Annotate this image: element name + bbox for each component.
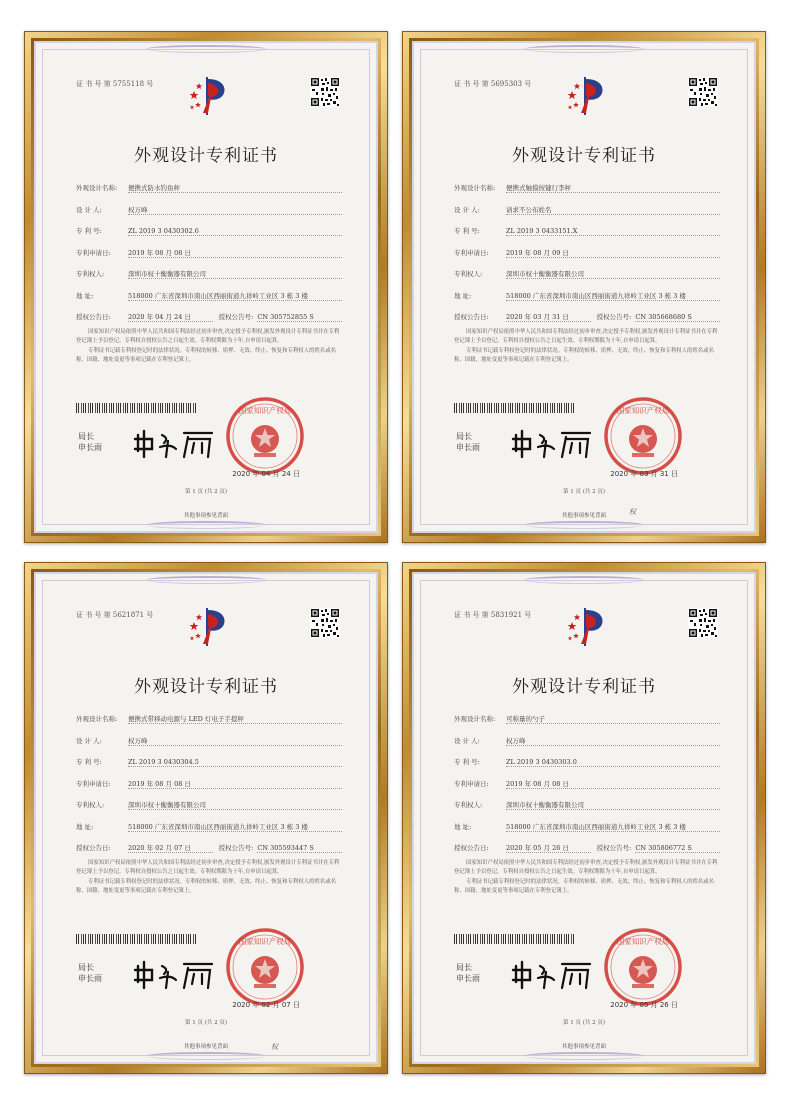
- seal-text: 国家知识产权局: [238, 406, 292, 415]
- field-value: 2020 年 03 月 31 日: [506, 313, 591, 322]
- field-product: [76, 715, 342, 724]
- ornament-top: [146, 576, 266, 584]
- director-name: 申长雨: [456, 443, 480, 452]
- field-value: 深圳市权十衡衡器有限公司: [128, 270, 342, 279]
- cnipa-logo-icon: [186, 73, 230, 117]
- barcode: [454, 403, 574, 413]
- field-product: [76, 184, 342, 193]
- certificate-frame-3: [24, 562, 388, 1074]
- signature-image: [510, 956, 594, 992]
- ornament-top: [524, 45, 644, 53]
- cnipa-logo-icon: [564, 73, 608, 117]
- field-label: 外观设计名称:: [454, 715, 496, 723]
- certificate-frame-4: [402, 562, 766, 1074]
- official-seal-icon: [602, 395, 684, 477]
- director-block: [456, 962, 480, 984]
- director-title: 局长: [456, 963, 472, 972]
- official-seal-icon: [224, 926, 306, 1008]
- field-label: 外观设计名称:: [76, 184, 118, 192]
- field-label: 地 址:: [76, 291, 94, 300]
- certificate-fields: [76, 184, 342, 335]
- footer-note: 其他事项参见背面: [183, 513, 228, 519]
- field-label: 专 利 号:: [454, 227, 480, 235]
- ornament-bottom: [146, 521, 266, 529]
- director-name: 申长雨: [78, 443, 102, 452]
- field-value: 518000 广东省深圳市南山区西丽街道九祥岭工业区 3 栋 3 楼: [506, 823, 720, 832]
- field-label: 专利申请日:: [454, 779, 489, 788]
- field-owner: [76, 801, 342, 810]
- footer-note: 其他事项参见背面: [561, 1044, 606, 1050]
- barcode: [76, 403, 196, 413]
- field-label: 地 址:: [454, 291, 472, 300]
- body-paragraph: 专利证书记载专利权登记时的法律状况。专利权的转移、质押、无效、终止、恢复和专利权人的姓名或名称、国籍、地址变更等事项记载在专利登记簿上。: [76, 348, 336, 363]
- field-value: 权万峰: [506, 737, 720, 746]
- field-value: 深圳市权十衡衡器有限公司: [506, 801, 720, 810]
- official-seal-icon: [602, 926, 684, 1008]
- field-label: 专利申请日:: [76, 248, 111, 257]
- certificate-number: 证 书 号 第 5831921 号: [454, 611, 532, 619]
- barcode: [76, 934, 196, 944]
- field-announcement: [454, 313, 720, 322]
- cnipa-logo-icon: [186, 604, 230, 648]
- footer-note: 其他事项参见背面: [561, 513, 606, 519]
- certificate-frame-2: [402, 31, 766, 543]
- ornament-top: [146, 45, 266, 53]
- field-value: 2019 年 08 月 08 日: [128, 780, 342, 789]
- field-address: [76, 823, 342, 832]
- qr-code-icon: [688, 608, 718, 638]
- certificate-number: 证 书 号 第 5621871 号: [76, 611, 154, 619]
- certificate-number: 证 书 号 第 5755118 号: [76, 80, 154, 88]
- field-label: 设 计 人:: [76, 736, 102, 745]
- field-product: [454, 184, 720, 193]
- field-label: 外观设计名称:: [76, 715, 118, 723]
- certificate-fields: [454, 715, 720, 866]
- ornament-top: [524, 576, 644, 584]
- field-label: 授权公告号:: [218, 313, 254, 321]
- field-label: 外观设计名称:: [454, 184, 496, 192]
- field-value: 可称量的勺子: [506, 715, 720, 724]
- field-value: 518000 广东省深圳市南山区西丽街道九祥岭工业区 3 栋 3 楼: [506, 292, 720, 301]
- ornament-bottom: [524, 521, 644, 529]
- field-designer: [454, 737, 720, 746]
- field-designer: [76, 737, 342, 746]
- grant-date-stamp: 2020 年 02 月 07 日: [232, 1001, 300, 1009]
- field-label: 地 址:: [76, 822, 94, 831]
- field-label: 设 计 人:: [76, 205, 102, 214]
- field-filing-date: [454, 780, 720, 789]
- field-value: ZL 2019 3 0430302.6: [128, 227, 342, 236]
- certificate-number: 证 书 号 第 5695303 号: [454, 80, 532, 88]
- field-patent-no: [76, 758, 342, 767]
- certificate-body-text: [454, 328, 718, 366]
- handwritten-note: 权: [271, 1043, 278, 1051]
- field-value: 2019 年 08 月 09 日: [506, 249, 720, 258]
- seal-text: 国家知识产权局: [616, 937, 670, 946]
- certificate-body-text: [454, 859, 718, 897]
- body-paragraph: 国家知识产权局依照中华人民共和国专利法经过初步审查,决定授予专利权,颁发外观设计专利证书并在专利登记簿上予以登记。专利权自授权公告之日起生效。专利权期限为十年,自申请日起算。: [454, 860, 718, 875]
- field-value: 2020 年 04 月 24 日: [128, 313, 213, 322]
- field-address: [454, 823, 720, 832]
- body-paragraph: 国家知识产权局依照中华人民共和国专利法经过初步审查,决定授予专利权,颁发外观设计专利证书并在专利登记簿上予以登记。专利权自授权公告之日起生效。专利权期限为十年,自申请日起算。: [454, 329, 718, 344]
- field-label: 专利申请日:: [454, 248, 489, 257]
- field-label: 专利申请日:: [76, 779, 111, 788]
- body-paragraph: 专利证书记载专利权登记时的法律状况。专利权的转移、质押、无效、终止、恢复和专利权人的姓名或名称、国籍、地址变更等事项记载在专利登记簿上。: [76, 879, 336, 894]
- field-product: [454, 715, 720, 724]
- field-value: 便携式触摸按键行李秤: [506, 184, 720, 193]
- field-filing-date: [76, 249, 342, 258]
- field-value: 便携式带移动电源与 LED 灯电子手提秤: [128, 715, 342, 724]
- seal-text: 国家知识产权局: [616, 406, 670, 415]
- field-label: 授权公告号:: [596, 313, 632, 321]
- grant-date-stamp: 2020 年 05 月 26 日: [610, 1001, 678, 1009]
- field-value: 2020 年 02 月 07 日: [128, 844, 213, 853]
- field-owner: [76, 270, 342, 279]
- ornament-bottom: [146, 1052, 266, 1060]
- barcode: [454, 934, 574, 944]
- field-label: 授权公告日:: [454, 313, 489, 321]
- field-label: 专利权人:: [76, 801, 105, 809]
- field-filing-date: [454, 249, 720, 258]
- director-title: 局长: [78, 963, 94, 972]
- field-filing-date: [76, 780, 342, 789]
- certificate-title: 外观设计专利证书: [134, 146, 278, 166]
- field-value: 2019 年 08 月 08 日: [506, 780, 720, 789]
- certificate-3: [34, 572, 378, 1064]
- body-paragraph: 专利证书记载专利权登记时的法律状况。专利权的转移、质押、无效、终止、恢复和专利权人的姓名或名称、国籍、地址变更等事项记载在专利登记簿上。: [454, 879, 714, 894]
- field-label: 授权公告日:: [454, 844, 489, 852]
- field-announcement: [76, 313, 342, 322]
- field-label: 专利权人:: [454, 801, 483, 809]
- official-seal-icon: [224, 395, 306, 477]
- director-block: [78, 962, 102, 984]
- field-designer: [76, 206, 342, 215]
- handwritten-note: 权: [629, 508, 636, 516]
- grant-date-stamp: 2020 年 03 月 31 日: [610, 470, 678, 478]
- signature-image: [132, 425, 216, 461]
- body-paragraph: 专利证书记载专利权登记时的法律状况。专利权的转移、质押、无效、终止、恢复和专利权人的姓名或名称、国籍、地址变更等事项记载在专利登记簿上。: [454, 348, 714, 363]
- field-value: 518000 广东省深圳市南山区西丽街道九祥岭工业区 3 栋 3 楼: [128, 823, 342, 832]
- certificate-frame-1: [24, 31, 388, 543]
- field-value: 便携式防水钓鱼秤: [128, 184, 342, 193]
- field-owner: [454, 270, 720, 279]
- field-value: 2020 年 05 月 26 日: [506, 844, 591, 853]
- certificate-body-text: [76, 328, 340, 366]
- certificate-4: [412, 572, 756, 1064]
- signature-image: [132, 956, 216, 992]
- body-paragraph: 国家知识产权局依照中华人民共和国专利法经过初步审查,决定授予专利权,颁发外观设计专利证书并在专利登记簿上予以登记。专利权自授权公告之日起生效。专利权期限为十年,自申请日起算。: [76, 329, 340, 344]
- qr-code-icon: [310, 77, 340, 107]
- field-value: 518000 广东省深圳市南山区西丽街道九祥岭工业区 3 栋 3 楼: [128, 292, 342, 301]
- qr-code-icon: [310, 608, 340, 638]
- field-label: 专利权人:: [454, 270, 483, 278]
- field-value: 权万峰: [128, 737, 342, 746]
- body-paragraph: 国家知识产权局依照中华人民共和国专利法经过初步审查,决定授予专利权,颁发外观设计专利证书并在专利登记簿上予以登记。专利权自授权公告之日起生效。专利权期限为十年,自申请日起算。: [76, 860, 340, 875]
- field-label: 授权公告号:: [218, 844, 254, 852]
- field-label: 地 址:: [454, 822, 472, 831]
- director-block: [78, 431, 102, 453]
- director-title: 局长: [78, 432, 94, 441]
- qr-code-icon: [688, 77, 718, 107]
- field-value: CN 305668680 S: [635, 313, 720, 322]
- cnipa-logo-icon: [564, 604, 608, 648]
- page-number: 第 1 页 (共 2 页): [562, 1020, 606, 1026]
- certificate-title: 外观设计专利证书: [134, 677, 278, 697]
- field-value: CN 305593447 S: [257, 844, 342, 853]
- director-block: [456, 431, 480, 453]
- certificate-title: 外观设计专利证书: [512, 146, 656, 166]
- field-address: [454, 292, 720, 301]
- footer-note: 其他事项参见背面: [183, 1044, 228, 1050]
- field-patent-no: [76, 227, 342, 236]
- field-value: CN 305806772 S: [635, 844, 720, 853]
- signature-image: [510, 425, 594, 461]
- field-label: 授权公告日:: [76, 844, 111, 852]
- field-value: 2019 年 08 月 08 日: [128, 249, 342, 258]
- field-label: 专 利 号:: [76, 758, 102, 766]
- field-value: 深圳市权十衡衡器有限公司: [506, 270, 720, 279]
- director-name: 申长雨: [456, 974, 480, 983]
- field-patent-no: [454, 758, 720, 767]
- certificate-fields: [76, 715, 342, 866]
- field-value: ZL 2019 3 0433151.X: [506, 227, 720, 236]
- director-name: 申长雨: [78, 974, 102, 983]
- certificate-1: [34, 41, 378, 533]
- page-number: 第 1 页 (共 2 页): [562, 489, 606, 495]
- field-owner: [454, 801, 720, 810]
- seal-text: 国家知识产权局: [238, 937, 292, 946]
- certificate-title: 外观设计专利证书: [512, 677, 656, 697]
- certificate-fields: [454, 184, 720, 335]
- field-announcement: [76, 844, 342, 853]
- field-value: 请求不公布姓名: [506, 206, 720, 215]
- field-label: 授权公告日:: [76, 313, 111, 321]
- ornament-bottom: [524, 1052, 644, 1060]
- certificate-body-text: [76, 859, 340, 897]
- field-label: 授权公告号:: [596, 844, 632, 852]
- field-value: CN 305752855 S: [257, 313, 342, 322]
- grant-date-stamp: 2020 年 04 月 24 日: [232, 470, 300, 478]
- field-value: 权万峰: [128, 206, 342, 215]
- field-address: [76, 292, 342, 301]
- field-label: 专利权人:: [76, 270, 105, 278]
- field-label: 专 利 号:: [76, 227, 102, 235]
- field-value: ZL 2019 3 0430304.5: [128, 758, 342, 767]
- director-title: 局长: [456, 432, 472, 441]
- field-label: 设 计 人:: [454, 736, 480, 745]
- field-designer: [454, 206, 720, 215]
- field-announcement: [454, 844, 720, 853]
- certificate-2: [412, 41, 756, 533]
- page-number: 第 1 页 (共 2 页): [184, 1020, 228, 1026]
- field-patent-no: [454, 227, 720, 236]
- field-label: 专 利 号:: [454, 758, 480, 766]
- page-number: 第 1 页 (共 2 页): [184, 489, 228, 495]
- field-value: ZL 2019 3 0430303.0: [506, 758, 720, 767]
- field-label: 设 计 人:: [454, 205, 480, 214]
- field-value: 深圳市权十衡衡器有限公司: [128, 801, 342, 810]
